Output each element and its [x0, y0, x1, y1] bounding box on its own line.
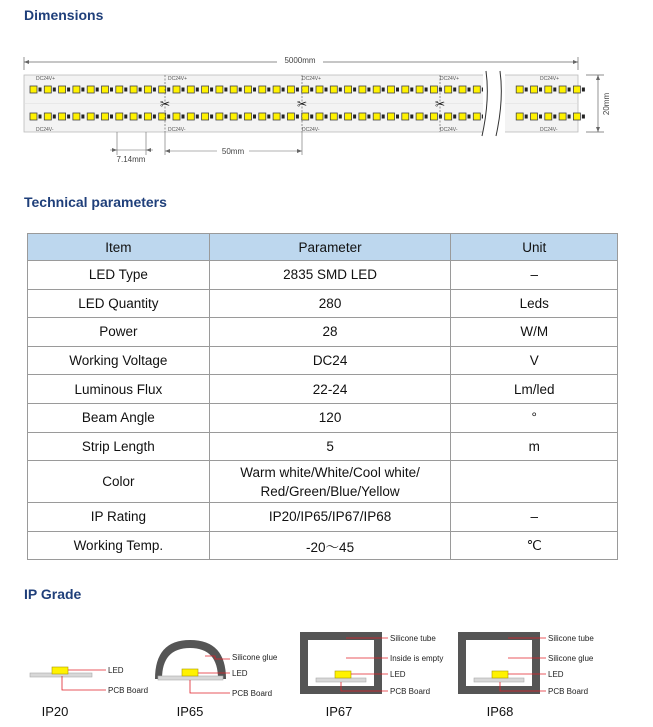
resistor [267, 88, 270, 92]
led-chip [216, 113, 223, 120]
resistor [224, 88, 227, 92]
led-chip [330, 86, 337, 93]
resistor [67, 115, 70, 119]
resistor [468, 88, 471, 92]
scissors-icon: ✂ [296, 97, 308, 111]
resistor [382, 88, 385, 92]
strip-dimension-drawing [0, 40, 653, 170]
resistor [310, 88, 313, 92]
led-chip [230, 113, 237, 120]
resistor [568, 115, 571, 119]
resistor [582, 88, 585, 92]
led-chip [87, 113, 94, 120]
resistor [124, 88, 127, 92]
resistor [325, 88, 328, 92]
led-chip [245, 113, 252, 120]
led-chip [531, 86, 538, 93]
resistor [267, 115, 270, 119]
pad-label: DC24V+ [440, 76, 460, 82]
resistor [553, 115, 556, 119]
resistor [81, 88, 84, 92]
header-item: Item [28, 234, 210, 261]
pitch-label: 7.14mm [116, 155, 146, 164]
led-chip [573, 86, 580, 93]
led-chip [173, 113, 180, 120]
table-row [28, 461, 618, 503]
led-chip [144, 113, 151, 120]
row-unit: – [451, 503, 618, 532]
ip65-diagram [155, 640, 278, 719]
resistor [282, 115, 285, 119]
resistor [182, 88, 185, 92]
resistor [67, 88, 70, 92]
resistor [196, 88, 199, 92]
color-line-1: Warm white/White/Cool white/ [240, 464, 420, 480]
led-chip [245, 86, 252, 93]
led-chip [202, 113, 209, 120]
resistor [382, 115, 385, 119]
resistor [239, 115, 242, 119]
led-chip [345, 86, 352, 93]
resistor [453, 115, 456, 119]
resistor [139, 115, 142, 119]
led-chip [202, 86, 209, 93]
led-chip [459, 113, 466, 120]
table-row [28, 318, 618, 347]
resistor [425, 88, 428, 92]
pad-label: DC24V+ [168, 76, 188, 82]
row-parameter [209, 461, 451, 503]
led-chip [559, 113, 566, 120]
led-chip [430, 86, 437, 93]
row-parameter: -20～45 [209, 531, 451, 560]
row-parameter: DC24 [209, 346, 451, 375]
resistor [39, 115, 42, 119]
header-parameter: Parameter [209, 234, 451, 261]
resistor [196, 115, 199, 119]
led-chip [316, 86, 323, 93]
scissors-icon: ✂ [434, 97, 446, 111]
ip20-diagram [30, 666, 148, 719]
led-chip [216, 86, 223, 93]
led-chip [287, 113, 294, 120]
dimensions-heading: Dimensions [24, 7, 104, 23]
ip68-led-callout: LED [548, 670, 564, 679]
pad-label: DC24V- [36, 127, 54, 133]
resistor [339, 88, 342, 92]
total-length-label: 5000mm [284, 56, 316, 65]
led-chip [373, 113, 380, 120]
led-chip [102, 113, 109, 120]
led-chip [545, 86, 552, 93]
resistor [439, 115, 442, 119]
led-chip [230, 86, 237, 93]
ip68-label: IP68 [486, 704, 514, 719]
resistor [325, 115, 328, 119]
led-chip [187, 86, 194, 93]
resistor [525, 115, 528, 119]
pad-label: DC24V- [168, 127, 186, 133]
resistor [539, 88, 542, 92]
resistor [39, 88, 42, 92]
row-unit: Leds [451, 289, 618, 318]
ip-grade-diagrams [0, 618, 653, 727]
ip67-diagram [300, 632, 443, 719]
row-item: LED Type [28, 261, 210, 290]
resistor [296, 115, 299, 119]
led-chip [430, 113, 437, 120]
ip68-glue-callout: Silicone glue [548, 654, 594, 663]
row-parameter: 2835 SMD LED [209, 261, 451, 290]
resistor [224, 115, 227, 119]
led-chip [102, 86, 109, 93]
led-chip [44, 86, 51, 93]
row-item: Power [28, 318, 210, 347]
width-label: 20mm [602, 92, 611, 116]
row-parameter: 280 [209, 289, 451, 318]
row-item: Working Voltage [28, 346, 210, 375]
row-item: Strip Length [28, 432, 210, 461]
resistor [110, 88, 113, 92]
resistor [367, 88, 370, 92]
resistor [96, 88, 99, 92]
ip20-led-callout: LED [108, 666, 124, 675]
resistor [210, 115, 213, 119]
resistor [167, 115, 170, 119]
resistor [124, 115, 127, 119]
led-chip [302, 86, 309, 93]
led-chip [144, 86, 151, 93]
resistor [525, 88, 528, 92]
resistor [353, 115, 356, 119]
led-chip [545, 113, 552, 120]
color-line-2: Red/Green/Blue/Yellow [260, 483, 400, 499]
row-item: Working Temp. [28, 531, 210, 560]
row-parameter: IP20/IP65/IP67/IP68 [209, 503, 451, 532]
technical-parameters-heading: Technical parameters [24, 194, 167, 210]
resistor [96, 115, 99, 119]
pad-label: DC24V+ [36, 76, 56, 82]
row-item: Color [28, 461, 210, 503]
led-chip [330, 113, 337, 120]
led-chip [516, 113, 523, 120]
row-item: Beam Angle [28, 403, 210, 432]
row-item: LED Quantity [28, 289, 210, 318]
ip65-led-callout: LED [232, 669, 248, 678]
resistor [53, 115, 56, 119]
resistor [468, 115, 471, 119]
resistor [139, 88, 142, 92]
led-chip [473, 86, 480, 93]
row-parameter: 28 [209, 318, 451, 347]
table-header-row [28, 234, 618, 261]
ip68-pcb-callout: PCB Board [548, 687, 589, 696]
led-chip [402, 113, 409, 120]
led-chip [402, 86, 409, 93]
resistor [153, 88, 156, 92]
resistor [253, 115, 256, 119]
resistor [153, 115, 156, 119]
ip67-pcb-callout: PCB Board [390, 687, 431, 696]
ip67-empty-callout: Inside is empty [390, 654, 444, 663]
led-chip [44, 113, 51, 120]
table-row [28, 403, 618, 432]
table-row [28, 531, 618, 560]
resistor [582, 115, 585, 119]
led-chip [359, 113, 366, 120]
resistor [539, 115, 542, 119]
row-unit [451, 461, 618, 503]
led-chip [287, 86, 294, 93]
led-chip [373, 86, 380, 93]
ip67-led-callout: LED [390, 670, 406, 679]
led-chip [445, 113, 452, 120]
resistor [253, 88, 256, 92]
led-strip [24, 71, 585, 136]
ip20-label: IP20 [41, 704, 69, 719]
row-parameter: 120 [209, 403, 451, 432]
led-chip [30, 86, 37, 93]
led-chip [302, 113, 309, 120]
led-chip [573, 113, 580, 120]
led-chip [259, 86, 266, 93]
led-chip [388, 113, 395, 120]
row-item: IP Rating [28, 503, 210, 532]
led-chip [116, 113, 123, 120]
table-row [28, 346, 618, 375]
resistor [210, 88, 213, 92]
resistor [367, 115, 370, 119]
resistor [410, 88, 413, 92]
ip65-label: IP65 [176, 704, 204, 719]
led-chip [73, 113, 80, 120]
row-parameter: 22-24 [209, 375, 451, 404]
led-chip [187, 113, 194, 120]
resistor [182, 115, 185, 119]
resistor [282, 88, 285, 92]
row-parameter: 5 [209, 432, 451, 461]
resistor [553, 88, 556, 92]
led-chip [416, 86, 423, 93]
led-chip [445, 86, 452, 93]
led-chip [316, 113, 323, 120]
led-chip [273, 86, 280, 93]
led-chip [473, 113, 480, 120]
resistor [239, 88, 242, 92]
resistor [410, 115, 413, 119]
technical-parameters-table [27, 233, 618, 560]
led-chip [173, 86, 180, 93]
ip68-diagram [458, 632, 594, 719]
led-chip [87, 86, 94, 93]
led-chip [459, 86, 466, 93]
resistor [167, 88, 170, 92]
resistor [396, 88, 399, 92]
led-chip [416, 113, 423, 120]
resistor [310, 115, 313, 119]
ip67-tube-callout: Silicone tube [390, 634, 436, 643]
led-chip [345, 113, 352, 120]
led-chip [559, 86, 566, 93]
led-chip [388, 86, 395, 93]
row-unit: ℃ [451, 531, 618, 560]
led-chip [273, 113, 280, 120]
led-chip [73, 86, 80, 93]
ip65-glue-callout: Silicone glue [232, 653, 278, 662]
row-unit: m [451, 432, 618, 461]
ip20-pcb-callout: PCB Board [108, 686, 149, 695]
cut-length-label: 50mm [221, 147, 245, 156]
resistor [353, 88, 356, 92]
pad-label: DC24V- [440, 127, 458, 133]
resistor [396, 115, 399, 119]
ip-grade-heading: IP Grade [24, 586, 82, 602]
led-chip [359, 86, 366, 93]
table-row [28, 289, 618, 318]
pad-label: DC24V+ [302, 76, 322, 82]
pad-label: DC24V- [302, 127, 320, 133]
resistor [339, 115, 342, 119]
resistor [296, 88, 299, 92]
led-chip [130, 86, 137, 93]
ip65-pcb-callout: PCB Board [232, 689, 273, 698]
led-chip [531, 113, 538, 120]
led-chip [259, 113, 266, 120]
ip68-tube-callout: Silicone tube [548, 634, 594, 643]
led-chip [59, 113, 66, 120]
resistor [53, 88, 56, 92]
resistor [568, 88, 571, 92]
resistor [439, 88, 442, 92]
pad-label: DC24V- [540, 127, 558, 133]
table-row [28, 432, 618, 461]
pad-label: DC24V+ [540, 76, 560, 82]
row-unit: Lm/led [451, 375, 618, 404]
row-item: Luminous Flux [28, 375, 210, 404]
led-chip [59, 86, 66, 93]
led-chip [130, 113, 137, 120]
resistor [453, 88, 456, 92]
table-row [28, 375, 618, 404]
table-row [28, 503, 618, 532]
row-unit: – [451, 261, 618, 290]
table-row [28, 261, 618, 290]
resistor [110, 115, 113, 119]
scissors-icon: ✂ [159, 97, 171, 111]
led-chip [30, 113, 37, 120]
row-unit: W/M [451, 318, 618, 347]
led-chip [116, 86, 123, 93]
row-unit: ° [451, 403, 618, 432]
resistor [81, 115, 84, 119]
resistor [425, 115, 428, 119]
ip67-label: IP67 [325, 704, 353, 719]
led-chip [516, 86, 523, 93]
row-unit: V [451, 346, 618, 375]
header-unit: Unit [451, 234, 618, 261]
